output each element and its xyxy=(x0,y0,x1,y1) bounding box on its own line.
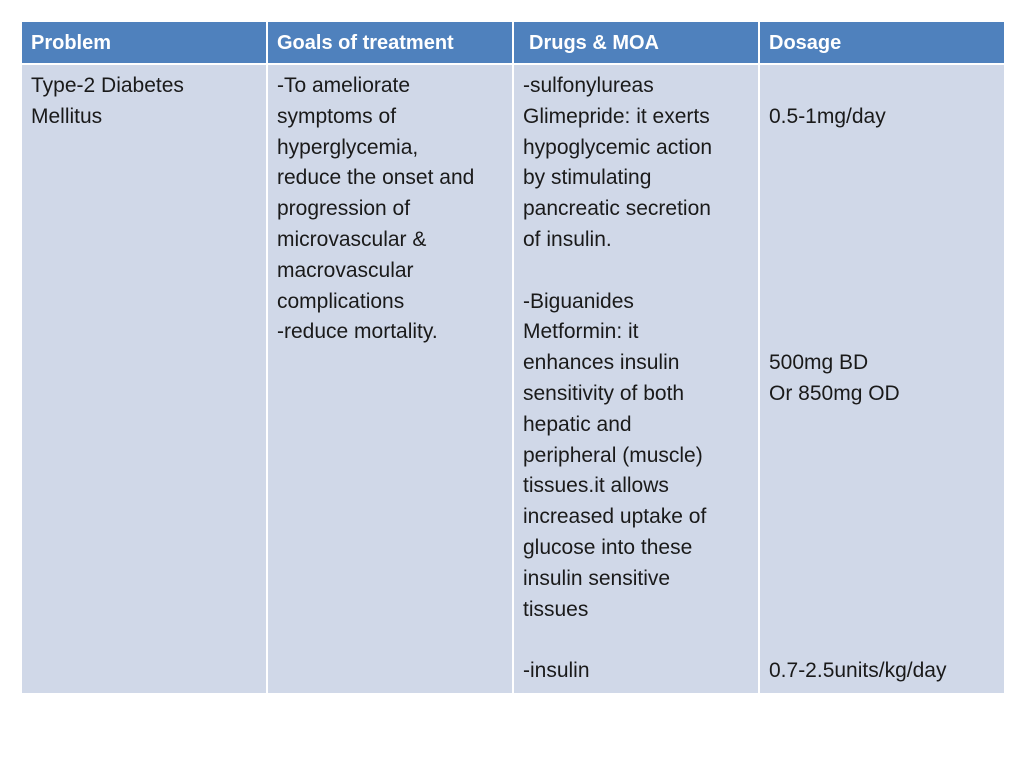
cell-dosage xyxy=(759,64,1005,694)
goals-text: -To ameliorate symptoms of hyperglycemia, reduce the onset and progression of microvascular & macrovascular complications -reduce mortality. xyxy=(277,74,475,344)
cell-goals xyxy=(267,64,513,694)
cell-drugs xyxy=(513,64,759,694)
problem-text: Type-2 Diabetes Mellitus xyxy=(31,74,184,128)
header-problem: Problem xyxy=(21,21,267,64)
table-row xyxy=(21,64,1005,694)
cell-problem xyxy=(21,64,267,694)
header-goals-of-treatment: Goals of treatment xyxy=(267,21,513,64)
drugs-text: -sulfonylureas Glimepride: it exerts hypoglycemic action by stimulating pancreatic secretion of insulin. -Biguanides Metformin: it enhances insulin sensitivity of both hepatic and peripheral (muscle) tissues.it allows increased uptake of glucose into these insulin sensitive tissues -insulin xyxy=(523,74,713,683)
header-drugs-moa: Drugs & MOA xyxy=(513,21,759,64)
header-dosage: Dosage xyxy=(759,21,1005,64)
treatment-table xyxy=(20,20,1006,695)
table-header-row xyxy=(21,21,1005,64)
dosage-text: 0.5-1mg/day 500mg BD Or 850mg OD 0.7-2.5units/kg/day xyxy=(769,104,947,683)
